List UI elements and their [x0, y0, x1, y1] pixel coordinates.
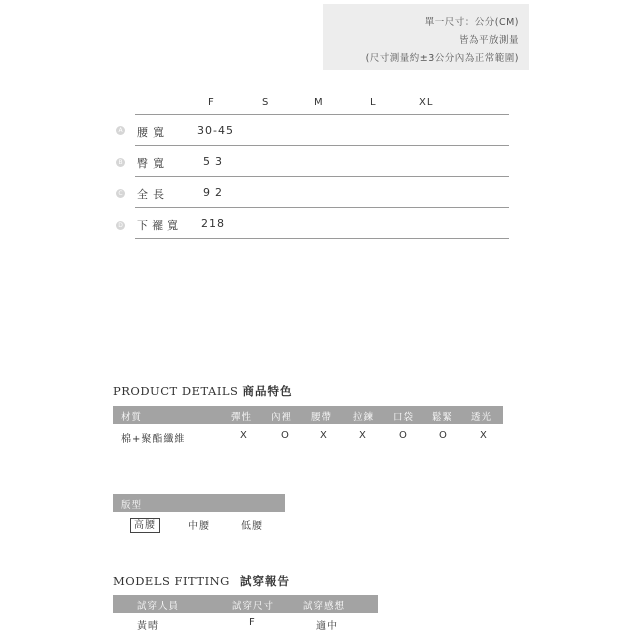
- col-feedback: 試穿感想: [303, 601, 346, 612]
- fit-label: 版型: [121, 500, 143, 511]
- size-header-xl: XL: [419, 97, 434, 108]
- size-table-divider: [135, 176, 509, 177]
- col-elasticity: 彈性: [231, 412, 253, 423]
- size-note-unit: 單一尺寸：公分(CM): [424, 17, 519, 28]
- col-belt: 腰帶: [311, 412, 333, 423]
- measure-label-hem: 下襬寬: [137, 219, 182, 232]
- value-lining: O: [281, 430, 290, 441]
- col-sheer: 透光: [471, 412, 493, 423]
- col-elastic: 鬆緊: [432, 412, 454, 423]
- models-fitting-title: [113, 573, 290, 589]
- models-fitting-title-zh: 試穿報告: [240, 574, 291, 588]
- size-table-divider: [135, 238, 509, 239]
- badge-d-icon: D: [116, 221, 125, 230]
- size-header-l: L: [370, 97, 377, 108]
- size-note-tolerance: (尺寸測量約±3公分內為正常範圍): [365, 53, 519, 64]
- measure-value-length: 92: [203, 186, 227, 199]
- measure-label-hip: 臀寬: [137, 157, 169, 170]
- value-belt: X: [320, 430, 328, 441]
- value-elasticity: X: [240, 430, 248, 441]
- measure-value-hip: 53: [203, 155, 227, 168]
- fit-option-mid: 中腰: [188, 521, 210, 532]
- col-lining: 內裡: [271, 412, 293, 423]
- fit-header-bar: [113, 494, 285, 512]
- size-header-f: F: [208, 97, 215, 108]
- fit-option-low: 低腰: [241, 521, 263, 532]
- measure-label-length: 全長: [137, 188, 169, 201]
- model-trial-size: F: [249, 617, 256, 628]
- value-material: 棉+聚酯纖維: [121, 434, 186, 445]
- size-header-m: M: [314, 97, 324, 108]
- models-fitting-title-en: MODELS FITTING: [113, 574, 230, 588]
- product-details-header-bar: [113, 406, 503, 424]
- model-name: 黃晴: [137, 621, 159, 632]
- product-details-title-zh: 商品特色: [242, 384, 293, 398]
- fit-option-high: [130, 516, 160, 531]
- col-model: 試穿人員: [137, 601, 180, 612]
- size-header-s: S: [262, 97, 270, 108]
- measure-value-hem: 218: [201, 217, 225, 230]
- fit-option-high-selected: 高腰: [130, 518, 160, 533]
- badge-c-icon: C: [116, 189, 125, 198]
- size-note-box: [323, 4, 529, 70]
- size-table-divider: [135, 145, 509, 146]
- col-material: 材質: [121, 412, 143, 423]
- size-note-method: 皆為平放測量: [458, 35, 519, 46]
- value-zipper: X: [359, 430, 367, 441]
- measure-label-waist: 腰寬: [137, 126, 169, 139]
- product-details-title: [113, 383, 293, 399]
- col-zipper: 拉鍊: [353, 412, 375, 423]
- models-fitting-header-bar: [113, 595, 378, 613]
- size-table-divider: [135, 114, 509, 115]
- col-trial-size: 試穿尺寸: [232, 601, 275, 612]
- value-sheer: X: [480, 430, 488, 441]
- size-table-divider: [135, 207, 509, 208]
- measure-value-waist: 30-45: [197, 124, 234, 137]
- value-elastic: O: [439, 430, 448, 441]
- model-feedback: 適中: [316, 621, 338, 632]
- product-details-title-en: PRODUCT DETAILS: [113, 384, 239, 398]
- badge-b-icon: B: [116, 158, 125, 167]
- badge-a-icon: A: [116, 126, 125, 135]
- value-pocket: O: [399, 430, 408, 441]
- col-pocket: 口袋: [393, 412, 415, 423]
